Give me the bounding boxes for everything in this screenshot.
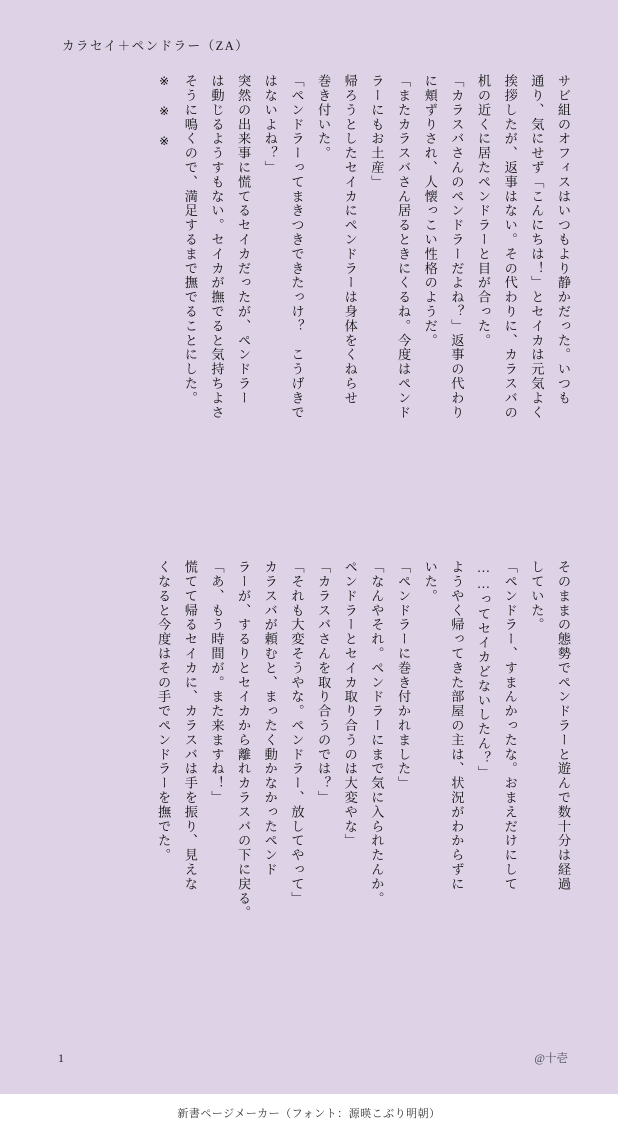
author-credit: @十壱 — [534, 1053, 568, 1065]
text-column: ラーが、するりとセイカから離れカラスバの下に戻る。 — [236, 560, 252, 920]
text-column: 「またカラスバさん居るときにくるね。今度はペンド — [396, 74, 412, 420]
text-column: はないよね？」 — [262, 74, 278, 175]
text-column: そうに鳴くので、満足するまで撫でることにした。 — [182, 74, 198, 406]
text-column: いた。 — [422, 560, 438, 604]
text-column: サビ組のオフィスはいつもより静かだった。いつも — [556, 74, 571, 406]
text-column: 通り、気にせず「こんにちは！」とセイカは元気よく — [529, 74, 545, 420]
text-column: 慌てて帰るセイカに、カラスバは手を振り、見えな — [182, 560, 198, 892]
text-column: 「カラスバさんを取り合うのでは？」 — [316, 560, 332, 805]
text-column: 「あ、もう時間が。また来ますね！」 — [209, 560, 225, 805]
text-column: ……ってセイカどないしたん？」 — [476, 560, 492, 780]
text-column: 「ペンドラー、すまんかったな。おまえだけにして — [502, 560, 518, 892]
text-block-lower — [150, 560, 577, 1000]
text-column: 「それも大変そうやな。ペンドラー、放してやって」 — [289, 560, 305, 906]
text-column: 「カラスバさんのペンドラーだよね？」返事の代わり — [449, 74, 465, 420]
page-title: カラセイ＋ペンドラー（ZA） — [62, 39, 250, 53]
text-block-upper — [152, 74, 576, 522]
text-column: 突然の出来事に慌てるセイカだったが、ペンドラー — [236, 74, 252, 406]
text-column: ようやく帰ってきた部屋の主は、状況がわからずに — [449, 560, 465, 892]
text-column: 「なんやそれ。ペンドラーにまで気に入られたんか。 — [369, 560, 385, 906]
text-column: していた。 — [529, 560, 545, 632]
text-column: カラスバが頼むと、まったく動かなかったペンド — [262, 560, 278, 877]
text-column: 机の近くに居たペンドラーと目が合った。 — [476, 74, 492, 348]
text-column: ラーにもお土産」 — [369, 74, 385, 190]
text-column: くなると今度はその手でペンドラーを撫でた。 — [156, 560, 172, 863]
text-column: 「ペンドラーってまきつきできたっけ？ こうげきで — [289, 74, 305, 420]
text-column: ペンドラーとセイカ取り合うのは大変やな」 — [342, 560, 358, 848]
footer-caption: 新書ページメーカー（フォント：源暎こぶり明朝） — [0, 1094, 618, 1132]
text-column: 帰ろうとしたセイカにペンドラーは身体をくねらせ — [342, 74, 358, 406]
text-column: に頬ずりされ、人懐っこい性格のようだ。 — [422, 74, 438, 348]
text-column: そのままの態勢でペンドラーと遊んで数十分は経過 — [556, 560, 571, 892]
text-column: 「ペンドラーに巻き付かれました」 — [396, 560, 412, 791]
page-number: 1 — [58, 1051, 64, 1065]
text-column: は動じるようすもない。セイカが撫でると気持ちよさ — [209, 74, 225, 420]
text-column: 巻き付いた。 — [316, 74, 332, 161]
text-column: 挨拶したが、返事はない。その代わりに、カラスバの — [502, 74, 518, 420]
scene-break-marks: ※ ※ ※ — [157, 74, 172, 149]
